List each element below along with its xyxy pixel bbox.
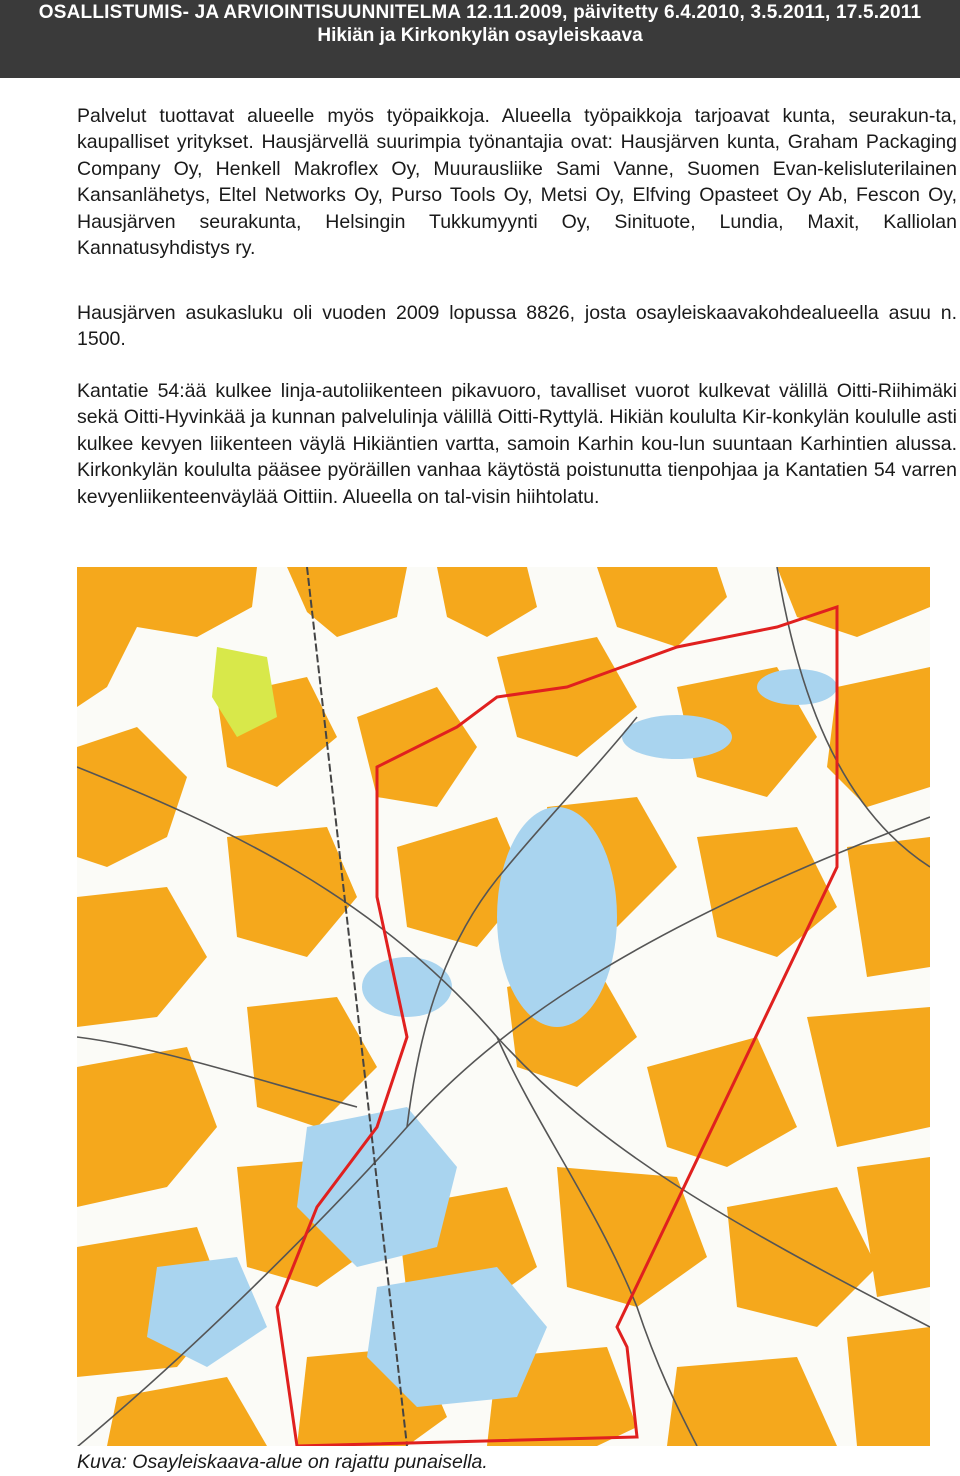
document-title: OSALLISTUMIS- JA ARVIOINTISUUNNITELMA 12.11.2009, päivitetty 6.4.2010, 3.5.2011, 17.5.2011 bbox=[38, 2, 922, 23]
land-use-map bbox=[77, 567, 930, 1446]
figure-caption: Kuva: Osayleiskaava-alue on rajattu punaisella. bbox=[77, 1451, 488, 1473]
document-subtitle: Hikiän ja Kirkonkylän osayleiskaava bbox=[317, 25, 643, 46]
paragraph-population: Hausjärven asukasluku oli vuoden 2009 lopussa 8826, josta osayleiskaavakohdealueella asuu n. 1500. bbox=[77, 302, 957, 351]
page-header bbox=[0, 0, 960, 78]
paragraph-transport: Kantatie 54:ää kulkee linja-autoliikenteen pikavuoro, tavalliset vuorot kulkevat välillä Oitti-Riihimäki sekä Oitti-Hyvinkää ja kunnan palvelulinja välillä Oitti-Ryttylä. Hikiän koululta Kir-konkylän koululle asti kulkee kevyen liikenteen väylä Hikiäntien vartta, samoin Karhin kou-lun suuntaan Karhintien alussa. Kirkonkylän koululta pääsee pyöräillen vanhaa käytöstä poistunutta tienpohjaa ja Kantatien 54 varren kevyenliikenteenväylää Oittiin. Alueella on tal-visin hiihtolatu. bbox=[77, 380, 957, 508]
paragraph-employers: Palvelut tuottavat alueelle myös työpaikkoja. Alueella työpaikkoja tarjoavat kunta, seurakun-ta, kaupalliset yritykset. Hausjärvellä suurimpia työnantajia ovat: Hausjärven kunta, Graham Packaging Company Oy, Henkell Makroflex Oy, Muurausliike Sami Vanne, Suomen Evan-kelisluterilainen Kansanlähetys, Eltel Networks Oy, Purso Tools Oy, Metsi Oy, Elfving Opasteet Oy Ab, Fescon Oy, Hausjärven seurakunta, Helsingin Tukkumyynti Oy, Sinituote, Lundia, Maxit, Kalliolan Kannatusyhdistys ry. bbox=[77, 105, 957, 260]
